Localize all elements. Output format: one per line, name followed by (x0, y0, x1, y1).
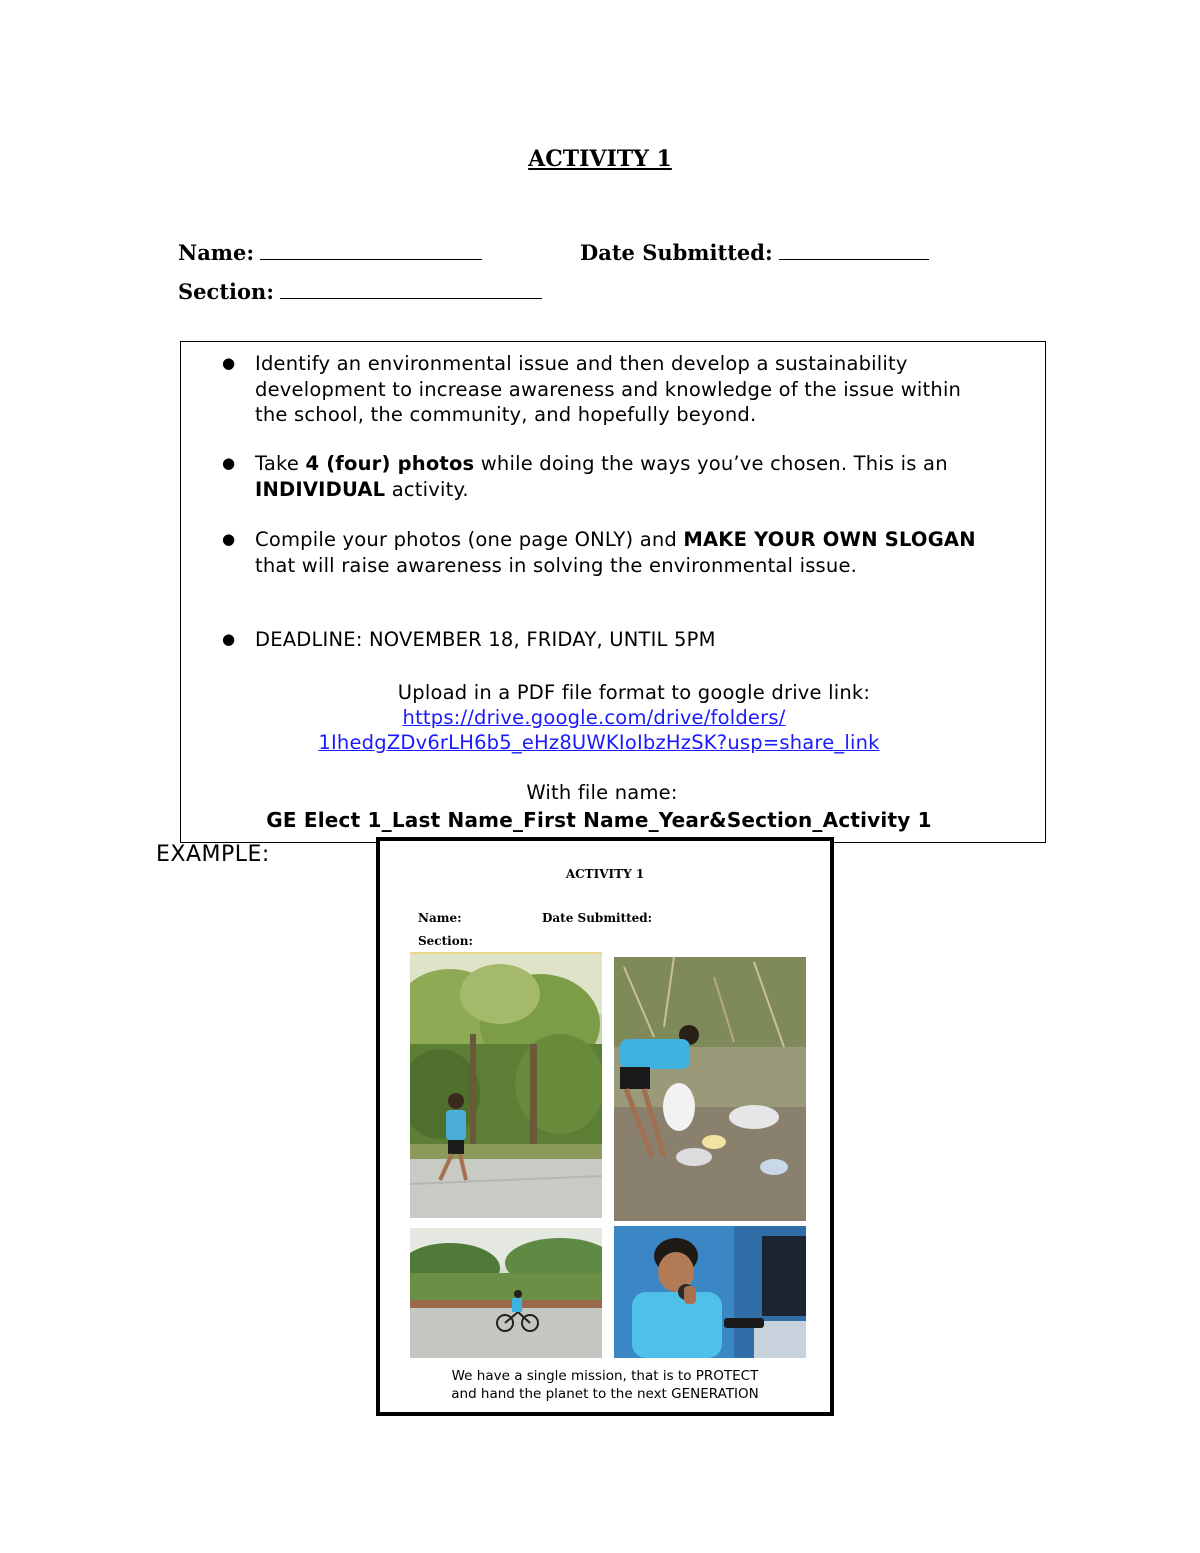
bullet-icon: ● (222, 530, 236, 548)
example-name-label: Name: (418, 911, 462, 925)
instruction-text: Compile your photos (one page ONLY) and (255, 528, 684, 551)
file-name-format: GE Elect 1_Last Name_First Name_Year&Section_Activity 1 (266, 808, 932, 832)
name-blank-line (260, 241, 482, 260)
example-photo-indoor (614, 1226, 806, 1358)
example-photo-cycling (410, 1228, 602, 1358)
instruction-text: activity. (385, 477, 469, 501)
drive-link[interactable]: https://drive.google.com/drive/folders/ (402, 706, 786, 729)
upload-instruction: Upload in a PDF file format to google drive link: (397, 681, 871, 704)
drive-link[interactable]: 1IhedgZDv6rLH6b5_eHz8UWKIoIbzHzSK?usp=share_link (318, 731, 880, 754)
section-blank-line (280, 280, 542, 299)
example-image (376, 837, 834, 1416)
instruction-item (222, 527, 995, 578)
instruction-item (222, 351, 995, 428)
instruction-emphasis: MAKE YOUR OWN SLOGAN (683, 528, 976, 551)
instruction-text: that will raise awareness in solving the environmental issue. (255, 553, 858, 577)
date-submitted-label: Date Submitted: (580, 240, 773, 265)
instruction-emphasis: INDIVIDUAL (255, 477, 386, 501)
section-field (178, 279, 542, 304)
instruction-emphasis: 4 (four) photos (305, 452, 475, 475)
date-blank-line (779, 241, 929, 260)
drive-link-line-1[interactable] (161, 705, 1027, 730)
name-label: Name: (178, 240, 255, 265)
example-section-label: Section: (418, 934, 473, 948)
page-title: ACTIVITY 1 (528, 146, 672, 172)
instruction-text: Take (255, 452, 306, 475)
example-photo-walking (410, 952, 602, 1218)
instructions-box (180, 341, 1046, 843)
instruction-text: while doing the ways you’ve chosen. This is an (474, 452, 948, 475)
instruction-text: Identify an environmental issue and then develop a sustainability development to increase awareness and knowledge of the issue within the school, the community, and hopefully beyond. (255, 352, 962, 426)
name-field (178, 240, 482, 265)
bullet-icon: ● (222, 354, 236, 372)
section-label: Section: (178, 279, 275, 304)
instruction-text: DEADLINE: NOVEMBER 18, FRIDAY, UNTIL 5PM (255, 628, 716, 651)
example-photo-picking-trash (614, 957, 806, 1221)
instruction-item (222, 627, 995, 653)
example-slogan-line-2: and hand the planet to the next GENERATION (451, 1386, 759, 1402)
date-submitted-field (580, 240, 929, 265)
example-date-label: Date Submitted: (542, 911, 653, 925)
bullet-icon: ● (222, 630, 236, 648)
example-title: ACTIVITY 1 (565, 867, 645, 881)
bullet-icon: ● (222, 454, 236, 472)
file-name-label: With file name: (526, 781, 678, 804)
example-slogan-line-1: We have a single mission, that is to PROTECT (451, 1368, 759, 1384)
instruction-item (222, 451, 995, 502)
example-label: EXAMPLE: (156, 842, 270, 867)
example-slogan (380, 1367, 830, 1403)
drive-link-line-2[interactable] (166, 730, 1032, 755)
